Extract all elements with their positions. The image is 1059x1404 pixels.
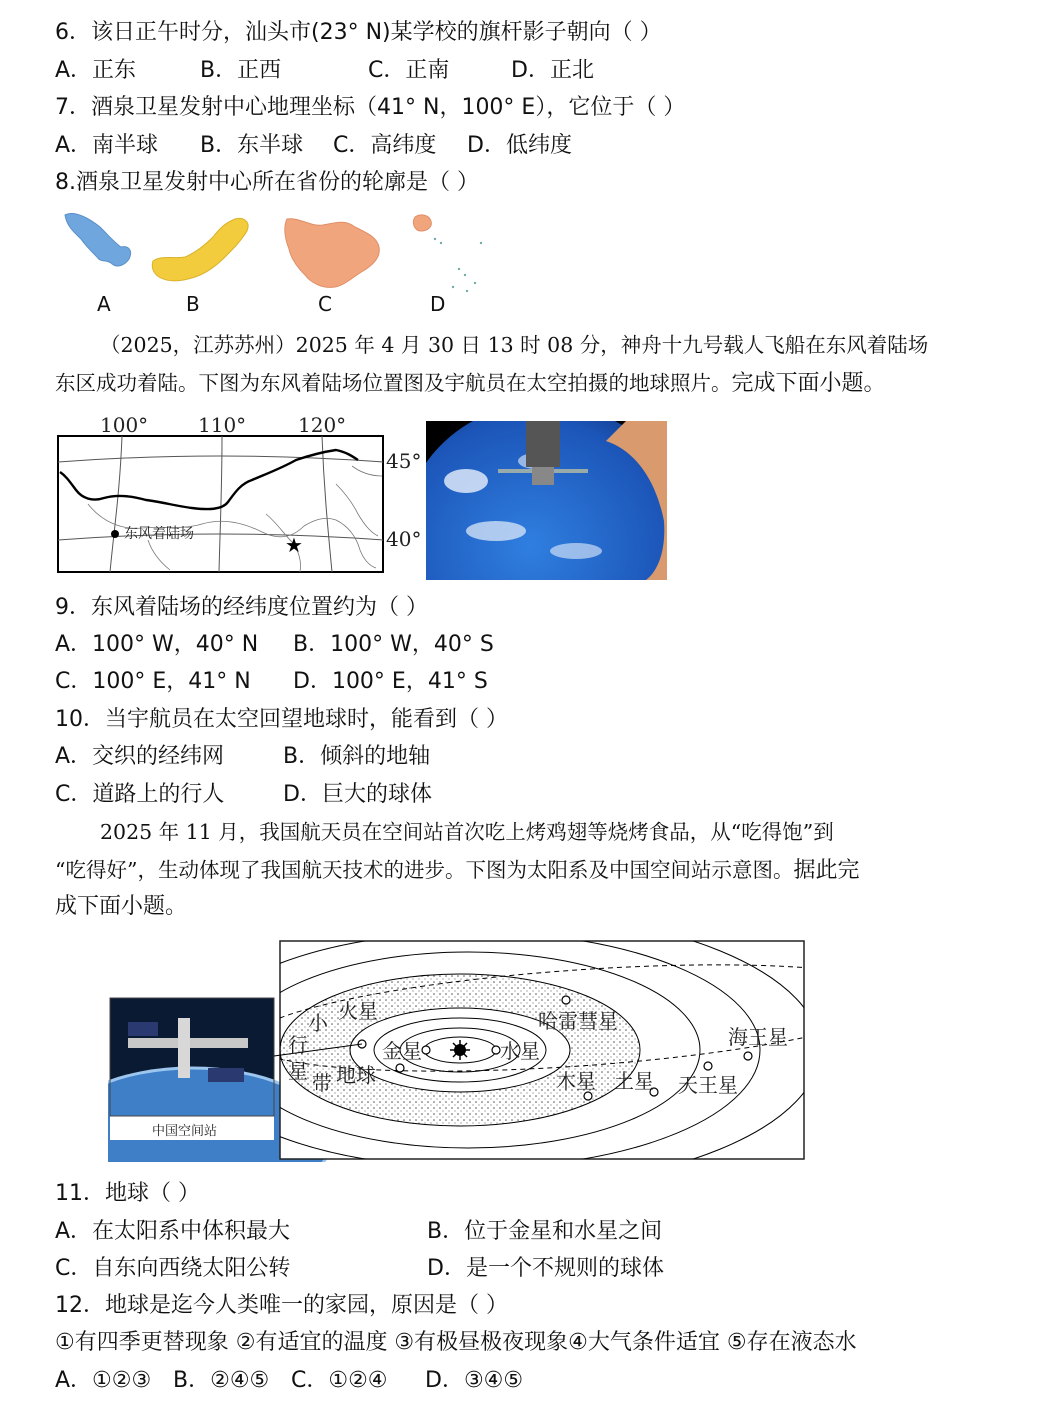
label-asteroid-3: 星: [288, 1059, 308, 1083]
q10-option-a[interactable]: A．交织的经纬网: [55, 744, 225, 769]
intro2-line2a: “吃得好”，生动体现了我国航天技术的进步。下图为太阳系及中国空间站示意图。: [55, 858, 794, 882]
earth-photo: [426, 421, 667, 580]
label-neptune: 海王星: [728, 1025, 788, 1049]
q11-options-row1: [55, 1217, 662, 1247]
q9-options-row2: [55, 667, 488, 697]
lon-label-100: 100°: [100, 413, 149, 437]
q12-option-d[interactable]: D．③④⑤: [425, 1368, 524, 1393]
q10-option-b[interactable]: B．倾斜的地轴: [283, 744, 431, 769]
landing-site-label: 东风着陆场: [124, 526, 194, 542]
q10-options-row2: [55, 780, 432, 810]
province-label-a: A: [97, 292, 111, 316]
q11-option-b[interactable]: B．位于金星和水星之间: [427, 1219, 663, 1244]
q12-option-a[interactable]: A．①②③: [55, 1368, 152, 1393]
q7-stem: 7．酒泉卫星发射中心地理坐标（41° N，100° E），它位于（ ）: [55, 95, 686, 120]
mercury-marker: [492, 1046, 500, 1054]
intro1-line2a: 东区成功着陆。下图为东风着陆场位置图及宇航员在太空拍摄的地球照片。: [55, 371, 732, 395]
q9-options-row1: [55, 630, 494, 660]
province-outlines: [55, 205, 515, 315]
province-outline-b: [152, 219, 248, 281]
q11-option-c[interactable]: C．自东向西绕太阳公转: [55, 1256, 291, 1281]
venus-marker: [422, 1046, 430, 1054]
q12-option-c[interactable]: C．①②④: [291, 1368, 388, 1393]
q7-option-b[interactable]: B．东半球: [200, 133, 304, 158]
province-label-b: B: [186, 292, 200, 316]
landing-site-map: [52, 410, 430, 582]
jupiter-marker: [584, 1092, 592, 1100]
q12-options: [55, 1366, 523, 1396]
q10-options-row1: [55, 742, 430, 772]
q6-option-b[interactable]: B．正西: [200, 58, 282, 83]
label-asteroid-2: 行: [288, 1033, 308, 1057]
q9-option-a[interactable]: A．100° W，40° N: [55, 632, 259, 657]
intro2-line2b: 据此完: [793, 858, 860, 883]
q9-option-c[interactable]: C．100° E，41° N: [55, 669, 251, 694]
uranus-marker: [704, 1062, 712, 1070]
q11-stem: 11．地球（ ）: [55, 1181, 200, 1206]
q7-option-a[interactable]: A．南半球: [55, 133, 159, 158]
province-outline-c: [285, 219, 379, 288]
province-outline-a: [65, 214, 131, 266]
q9-option-d[interactable]: D．100° E，41° S: [293, 669, 488, 694]
intro2-line1: 2025 年 11 月，我国航天员在空间站首次吃上烤鸡翅等烧烤食品，从“吃得饱”到: [100, 820, 834, 844]
intro2-line2: [55, 855, 859, 886]
lon-label-110: 110°: [198, 413, 247, 437]
label-asteroid-4: 带: [312, 1071, 332, 1095]
q7-option-c[interactable]: C．高纬度: [333, 133, 437, 158]
q9-option-b[interactable]: B．100° W，40° S: [293, 632, 494, 657]
q6-option-d[interactable]: D．正北: [511, 58, 594, 83]
capital-star-icon: ★: [285, 533, 303, 557]
halley-marker: [562, 996, 570, 1004]
solar-system-diagram: [108, 938, 808, 1162]
label-venus: 金星: [382, 1039, 422, 1063]
label-mars: 火星: [338, 999, 378, 1023]
q11-options-row2: [55, 1254, 664, 1284]
province-label-c: C: [318, 292, 332, 316]
q7-options: [55, 131, 572, 161]
label-uranus: 天王星: [678, 1073, 738, 1097]
q11-option-a[interactable]: A．在太阳系中体积最大: [55, 1219, 291, 1244]
province-outline-d: [413, 215, 431, 231]
q12-stem: 12．地球是迄今人类唯一的家园，原因是（ ）: [55, 1293, 508, 1318]
landing-site-marker: [111, 530, 119, 538]
earth-marker: [396, 1064, 404, 1072]
intro1-line2: [55, 368, 886, 399]
q7-option-d[interactable]: D．低纬度: [467, 133, 572, 158]
province-label-d: D: [430, 292, 446, 316]
neptune-marker: [744, 1052, 752, 1060]
q6-stem: 6．该日正午时分，汕头市(23° N)某学校的旗杆影子朝向（ ）: [55, 20, 662, 45]
label-saturn: 土星: [614, 1069, 654, 1093]
q10-option-d[interactable]: D．巨大的球体: [283, 782, 432, 807]
label-asteroid-1: 小: [308, 1011, 328, 1035]
q6-option-c[interactable]: C．正南: [368, 58, 450, 83]
q8-stem: 8.酒泉卫星发射中心所在省份的轮廓是（ ）: [55, 170, 479, 195]
q9-stem: 9．东风着陆场的经纬度位置约为（ ）: [55, 595, 428, 620]
station-caption: 中国空间站: [152, 1124, 218, 1139]
q10-option-c[interactable]: C．道路上的行人: [55, 782, 225, 807]
intro2-line3: 成下面小题。: [55, 894, 188, 919]
lon-label-120: 120°: [298, 413, 347, 437]
lat-label-45: 45°: [386, 449, 422, 473]
q6-options: [55, 56, 594, 86]
q10-stem: 10．当宇航员在太空回望地球时，能看到（ ）: [55, 707, 508, 732]
intro1-line1: （2025，江苏苏州）2025 年 4 月 30 日 13 时 08 分，神舟十九号载人飞船在东风着陆场: [100, 333, 929, 357]
q12-statements: ①有四季更替现象 ②有适宜的温度 ③有极昼极夜现象④大气条件适宜 ⑤存在液态水: [55, 1330, 857, 1355]
q12-option-b[interactable]: B．②④⑤: [173, 1368, 270, 1393]
label-halley: 哈雷彗星: [538, 1009, 618, 1033]
label-jupiter: 木星: [556, 1069, 596, 1093]
lat-label-40: 40°: [386, 527, 422, 551]
intro1-line2b: 完成下面小题。: [731, 371, 886, 396]
q11-option-d[interactable]: D．是一个不规则的球体: [427, 1256, 664, 1281]
label-mercury: 水星: [500, 1039, 540, 1063]
label-earth: 地球: [336, 1063, 376, 1087]
q6-option-a[interactable]: A．正东: [55, 58, 137, 83]
